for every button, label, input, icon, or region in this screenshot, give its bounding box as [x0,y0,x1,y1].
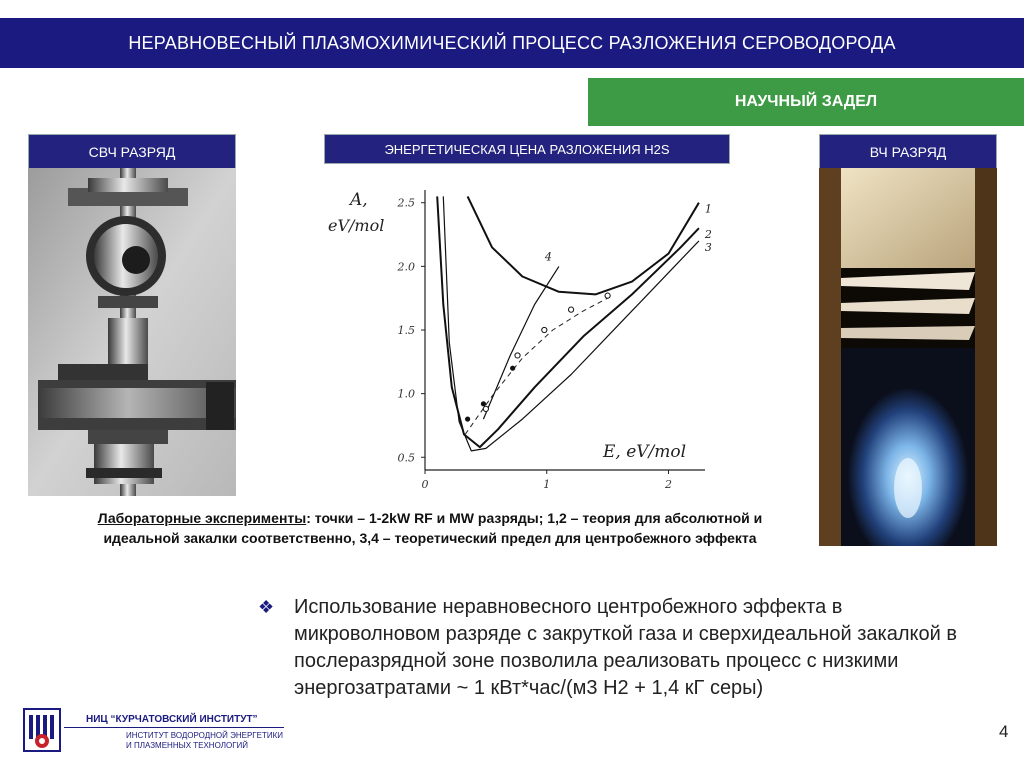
series-label: 2 [704,228,712,242]
chart-xlabel: E, eV/mol [603,442,687,462]
bullet-text: Использование неравновесного центробежного эффекта в микроволновом разряде с закруткой газа и сверхидеальной закалкой в послеразрядной зоне позволила реализовать процесс с низкими энергозатратами ~ 1 кВт*час/(м3 Н2 + 1,4 кГ серы) [294,596,957,699]
left-panel-label: СВЧ РАЗРЯД [28,134,236,170]
rf-discharge-photo [819,168,997,546]
y-tick-label: 1.0 [397,387,415,401]
x-tick-label: 0 [421,478,429,491]
page-title: НЕРАВНОВЕСНЫЙ ПЛАЗМОХИМИЧЕСКИЙ ПРОЦЕСС РАЗЛОЖЕНИЯ СЕРОВОДОРОДА [0,18,1024,68]
y-tick-label: 2.0 [397,260,415,274]
center-panel-label: ЭНЕРГЕТИЧЕСКАЯ ЦЕНА РАЗЛОЖЕНИЯ H2S [324,134,730,164]
footer-divider [64,727,284,728]
chart-series [437,196,712,451]
section-title: НАУЧНЫЙ ЗАДЕЛ [588,78,1024,126]
caption-lead: Лабораторные эксперименты [97,510,307,526]
y-tick-label: 2.5 [397,196,415,210]
page-number: 4 [999,722,1009,741]
data-point-open [605,293,610,298]
org-name: НИЦ “КУРЧАТОВСКИЙ ИНСТИТУТ” [86,714,258,725]
org-subtitle-line2: И ПЛАЗМЕННЫХ ТЕХНОЛОГИЙ [126,741,249,750]
x-tick-label: 2 [664,478,672,491]
energy-cost-chart [320,175,725,505]
org-subtitle [126,731,283,751]
series-line-2 [437,196,699,447]
series-line-1 [468,196,699,294]
y-tick-label: 0.5 [397,451,415,465]
data-point-filled [481,401,486,406]
caption-text: : точки – 1-2kW RF и MW разряды; 1,2 – теория для абсолютной и идеальной закалки соответственно, 3,4 – теоретический предел для центробежного эффекта [103,510,763,546]
data-point-filled [510,366,515,371]
chart-points [465,293,610,422]
diamond-bullet-icon: ❖ [258,597,275,617]
y-tick-label: 1.5 [397,324,415,337]
series-label: 1 [704,202,712,216]
data-point-open [483,406,488,411]
x-tick-label: 1 [543,478,551,491]
series-line-3 [443,196,699,451]
main-bullet [258,594,988,702]
series-label: 3 [704,240,712,254]
data-point-open [515,353,520,358]
org-subtitle-line1: ИНСТИТУТ ВОДОРОДНОЙ ЭНЕРГЕТИКИ [126,731,284,740]
chart-ylabel-2: eV/mol [328,216,385,235]
chart-caption [60,508,800,548]
kurchatov-logo-icon [22,707,62,753]
series-label: 4 [544,250,552,264]
data-point-open [542,327,547,332]
microwave-apparatus-photo [28,168,236,496]
experimental-dashed-line [465,298,607,434]
data-point-open [568,307,573,312]
right-panel-label: ВЧ РАЗРЯД [819,134,997,170]
data-point-filled [465,416,470,421]
chart-ylabel-1: A, [350,190,368,210]
